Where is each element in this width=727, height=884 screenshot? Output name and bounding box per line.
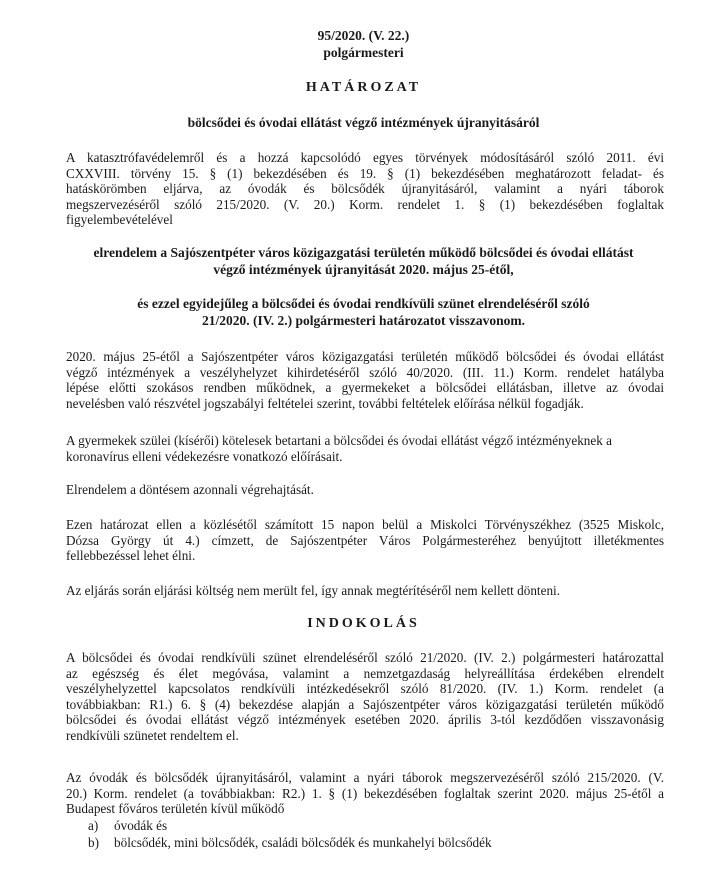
paragraph-line: nevelésben való részvétel jogszabályi feltételei szerint, további feltételek előírása nélkül fogadják.: [66, 395, 584, 411]
paragraph-line: bölcsődei és óvodai ellátást végző intézmények esetében 2020. április 3-tól kezdődően visszavonásig: [66, 712, 664, 727]
paragraph-line: 2020. május 25-étől a Sajószentpéter város közigazgatási területén működő bölcsődei és óvodai ellátást: [66, 349, 664, 364]
preamble-line: figyelembevételével: [66, 212, 173, 227]
execution-paragraph: Elrendelem a döntésem azonnali végrehajtását.: [66, 482, 314, 497]
list-item: [88, 835, 492, 851]
preamble-paragraph: [66, 150, 664, 228]
resolution-number: 95/2020. (V. 22.): [317, 28, 410, 43]
preamble-line: hatáskörömben eljárva, az óvodák és bölcsődék újranyitásáról, valamint a nyári táborok: [66, 181, 664, 196]
paragraph-line: 20.) Korm. rendelet (a továbbiakban: R2.) 1. § (1) bekezdésében foglaltak szerint 2020. május 25-étől a: [66, 785, 664, 801]
costs-paragraph: Az eljárás során eljárási költség nem merült fel, így annak megtérítéséről nem kellett dönteni.: [66, 583, 560, 598]
paragraph-line: továbbiakban: R1.) 6. § (4) bekezdése alapján a Sajószentpéter város közigazgatási területén működő: [66, 696, 664, 712]
resolution-issuer: polgármesteri: [323, 45, 404, 60]
paragraph-line: fellebbezéssel lehet élni.: [66, 548, 196, 563]
list-item: [88, 818, 167, 834]
decision-line: elrendelem a Sajószentpéter város közigazgatási területén működő bölcsődei és óvodai ellátást: [93, 245, 634, 260]
list-marker: a): [88, 818, 99, 833]
list-item-text: bölcsődék, mini bölcsődék, családi bölcsődék és munkahelyi bölcsődék: [114, 835, 492, 850]
paragraph-line: koronavírus elleni védekezésre vonatkozó előírásait.: [66, 448, 343, 464]
operation-paragraph: [66, 349, 664, 411]
revocation-line: és ezzel egyidejűleg a bölcsődei és óvodai rendkívüli szünet elrendeléséről szóló: [137, 296, 590, 311]
reasoning-paragraph-2: [66, 770, 664, 817]
paragraph-line: végző intézmények a veszélyhelyzet kihirdetéséről szóló 40/2020. (III. 11.) Korm. rendelet hatályba: [66, 364, 664, 380]
paragraph-line: rendkívüli szünetet rendeltem el.: [66, 727, 239, 743]
list-item-text: óvodák és: [114, 818, 168, 833]
reasoning-title: INDOKOLÁS: [307, 616, 420, 631]
appeal-paragraph: [66, 517, 664, 564]
preamble-line: megszervezéséről szóló 215/2020. (V. 20.) Korm. rendelet 1. § (1) bekezdésében foglaltak: [66, 196, 664, 212]
paragraph-line: lépése előtti szokásos rendben működnek, a gyermekeket a bölcsődei ellátásban, illetve az óvodai: [66, 380, 664, 395]
parents-paragraph: [66, 433, 664, 464]
list-marker: b): [88, 835, 99, 850]
preamble-line: CXXVIII. törvény 15. § (1) bekezdésében és 19. § (1) bekezdésében meghatározott feladat- és: [66, 165, 664, 181]
revocation-line: 21/2020. (IV. 2.) polgármesteri határozatot visszavonom.: [201, 313, 526, 328]
paragraph-line: Ezen határozat ellen a közlésétől számított 15 napon belül a Miskolci Törvényszékhez (3525 Miskolc,: [66, 517, 664, 532]
paragraph-line: az egészség és élet megóvása, valamint a nemzetgazdaság helyreállítása érdekében elrendelt: [66, 665, 664, 681]
paragraph-line: veszélyhelyzettel kapcsolatos rendkívüli intézkedésekről szóló 81/2020. (IV. 1.) Korm. rendelet (a: [66, 681, 664, 696]
document-type-title: HATÁROZAT: [305, 80, 422, 95]
paragraph-line: Budapest főváros területén kívül működő: [66, 801, 285, 816]
paragraph-line: A gyermekek szülei (kísérői) kötelesek betartani a bölcsődei és óvodai ellátást végző intézményeknek a: [66, 433, 612, 448]
resolution-subject: bölcsődei és óvodai ellátást végző intézmények újranyitásáról: [187, 115, 540, 130]
decision-line: végző intézmények újranyitását 2020. május 25-étől,: [213, 262, 514, 277]
reasoning-paragraph: [66, 650, 664, 743]
paragraph-line: A bölcsődei és óvodai rendkívüli szünet elrendeléséről szóló 21/2020. (IV. 2.) polgármesteri határozattal: [66, 650, 664, 665]
preamble-line: A katasztrófavédelemről és a hozzá kapcsolódó egyes törvények módosításáról szóló 2011. évi: [66, 150, 664, 165]
paragraph-line: Az óvodák és bölcsődék újranyitásáról, valamint a nyári táborok megszervezéséről szóló 215/2020. (V.: [66, 770, 664, 785]
paragraph-line: Dózsa György út 4.) címzett, de Sajószentpéter Város Polgármesteréhez benyújtott illetékmentes: [66, 532, 664, 548]
